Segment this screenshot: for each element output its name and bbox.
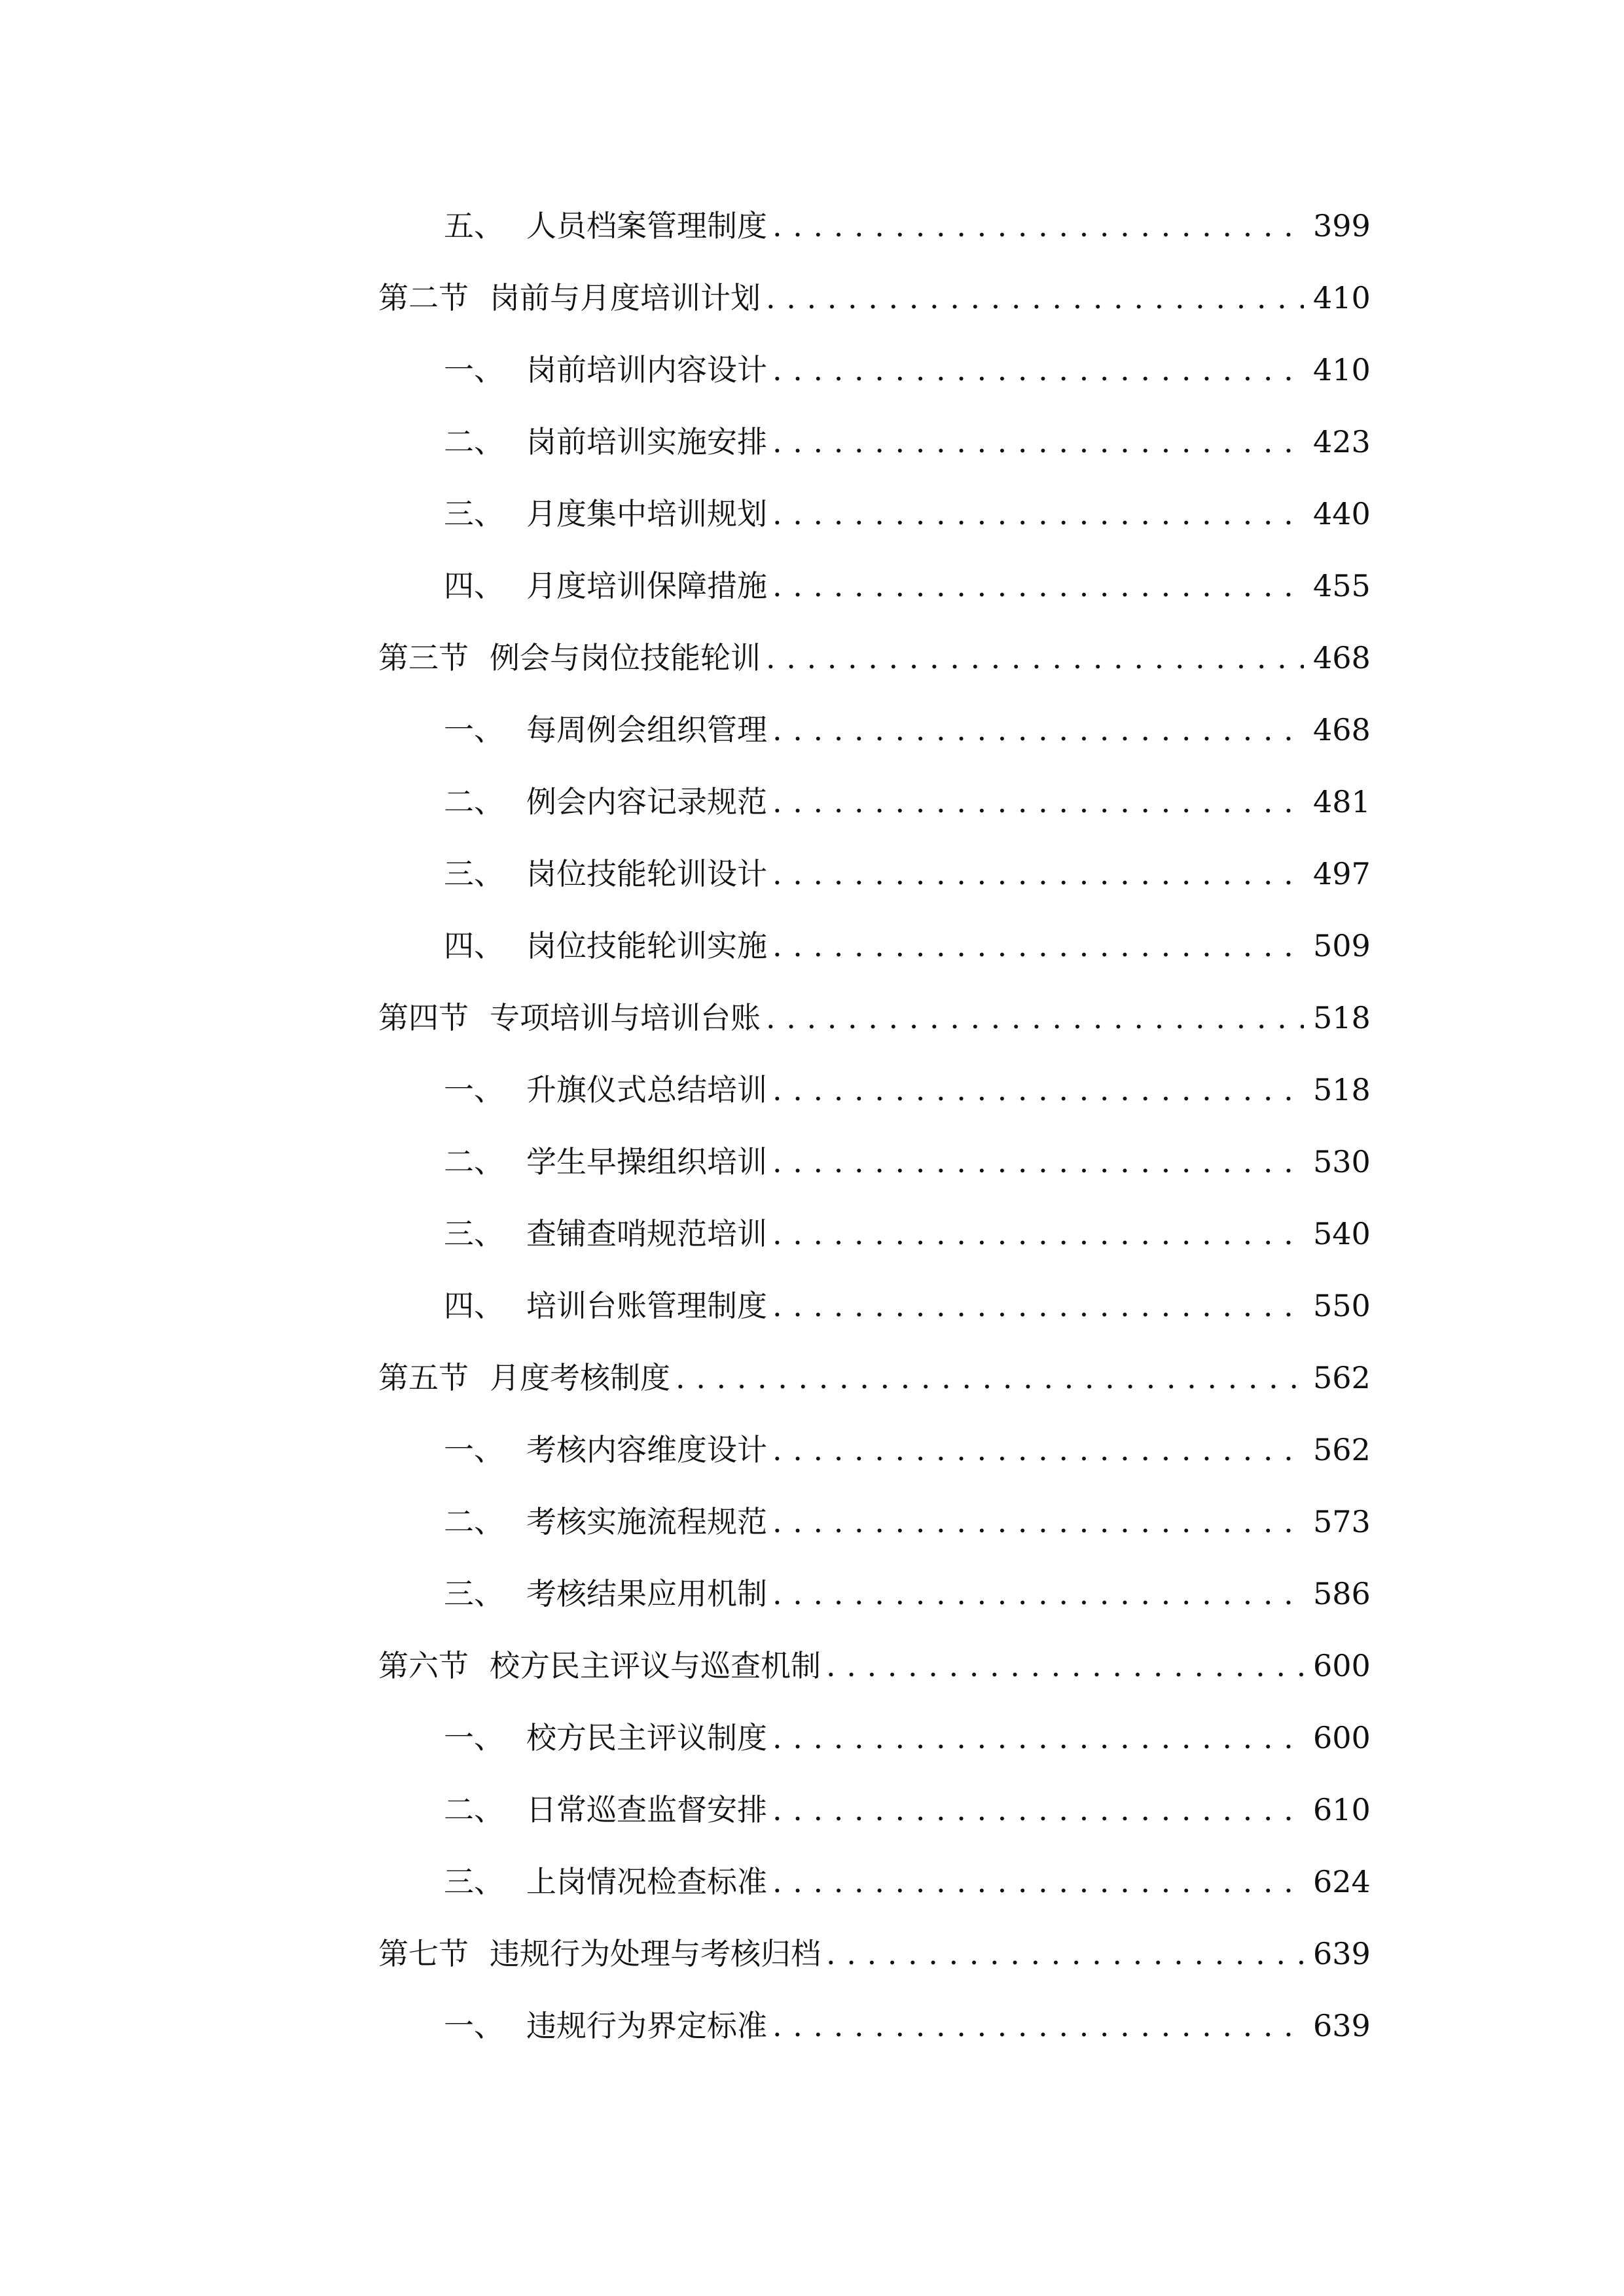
- toc-entry-title: 升旗仪式总结培训: [526, 1072, 767, 1107]
- toc-dot-leader: [826, 1651, 1304, 1681]
- toc-section-entry[interactable]: [378, 1918, 1371, 1990]
- toc-subsection-entry[interactable]: [378, 694, 1371, 766]
- toc-entry-title: 查铺查哨规范培训: [526, 1216, 767, 1251]
- toc-entry-title: 人员档案管理制度: [526, 208, 767, 243]
- toc-dot-leader: [772, 211, 1304, 241]
- toc-entry-page-number: 550: [1313, 1288, 1371, 1323]
- toc-dot-leader: [772, 499, 1304, 529]
- toc-dot-leader: [772, 931, 1304, 961]
- toc-entry-title: 日常巡查监督安排: [526, 1792, 767, 1827]
- toc-entry-title: 岗前培训内容设计: [526, 352, 767, 387]
- toc-dot-leader: [772, 571, 1304, 601]
- toc-subsection-entry[interactable]: [378, 406, 1371, 478]
- toc-entry-title: 上岗情况检查标准: [526, 1864, 767, 1899]
- toc-entry-page-number: 600: [1313, 1720, 1371, 1755]
- toc-entry-number: 四、: [444, 568, 504, 603]
- toc-subsection-entry[interactable]: [378, 1486, 1371, 1558]
- toc-entry-title: 培训台账管理制度: [526, 1288, 767, 1323]
- toc-entry-page-number: 600: [1313, 1648, 1371, 1683]
- toc-subsection-entry[interactable]: [378, 1774, 1371, 1846]
- toc-entry-title: 违规行为处理与考核归档: [490, 1936, 821, 1971]
- toc-entry-title: 例会与岗位技能轮训: [490, 640, 761, 675]
- toc-entry-title: 岗前与月度培训计划: [490, 280, 761, 315]
- toc-dot-leader: [772, 1507, 1304, 1537]
- toc-entry-page-number: 518: [1313, 1072, 1371, 1107]
- toc-entry-title: 岗位技能轮训设计: [526, 856, 767, 891]
- toc-entry-number: 一、: [444, 1432, 504, 1467]
- toc-entry-page-number: 573: [1313, 1504, 1371, 1539]
- toc-entry-page-number: 639: [1313, 1936, 1371, 1971]
- toc-entry-page-number: 586: [1313, 1576, 1371, 1611]
- toc-entry-page-number: 423: [1313, 424, 1371, 459]
- toc-entry-page-number: 518: [1313, 1000, 1371, 1035]
- toc-entry-number: 一、: [444, 2008, 504, 2043]
- toc-entry-page-number: 468: [1313, 640, 1371, 675]
- toc-entry-number: 四、: [444, 1288, 504, 1323]
- toc-subsection-entry[interactable]: [378, 1054, 1371, 1126]
- toc-dot-leader: [772, 787, 1304, 817]
- toc-subsection-entry[interactable]: [378, 910, 1371, 982]
- toc-entry-page-number: 562: [1313, 1432, 1371, 1467]
- toc-subsection-entry[interactable]: [378, 1846, 1371, 1918]
- toc-entry-number: 三、: [444, 496, 504, 531]
- toc-dot-leader: [772, 859, 1304, 889]
- toc-entry-title: 考核实施流程规范: [526, 1504, 767, 1539]
- toc-entry-number: 二、: [444, 784, 504, 819]
- toc-entry-number: 一、: [444, 712, 504, 747]
- toc-entry-number: 一、: [444, 1072, 504, 1107]
- toc-subsection-entry[interactable]: [378, 1126, 1371, 1198]
- toc-subsection-entry[interactable]: [378, 478, 1371, 550]
- toc-entry-page-number: 530: [1313, 1144, 1371, 1179]
- toc-entry-title: 月度培训保障措施: [526, 568, 767, 603]
- toc-dot-leader: [772, 1147, 1304, 1177]
- toc-dot-leader: [826, 1939, 1304, 1969]
- toc-entry-title: 考核结果应用机制: [526, 1576, 767, 1611]
- toc-entry-title: 校方民主评议与巡查机制: [490, 1648, 821, 1683]
- toc-entry-number: 第二节: [378, 280, 469, 315]
- toc-entry-number: 一、: [444, 1720, 504, 1755]
- toc-entry-page-number: 610: [1313, 1792, 1371, 1827]
- toc-entry-page-number: 639: [1313, 2008, 1371, 2043]
- toc-dot-leader: [772, 355, 1304, 385]
- toc-entry-page-number: 481: [1313, 784, 1371, 819]
- toc-entry-title: 岗位技能轮训实施: [526, 928, 767, 963]
- toc-subsection-entry[interactable]: [378, 1702, 1371, 1774]
- toc-entry-title: 考核内容维度设计: [526, 1432, 767, 1467]
- toc-entry-number: 五、: [444, 208, 504, 243]
- toc-subsection-entry[interactable]: [378, 1558, 1371, 1630]
- toc-entry-title: 每周例会组织管理: [526, 712, 767, 747]
- toc-section-entry[interactable]: [378, 1630, 1371, 1702]
- toc-section-entry[interactable]: [378, 622, 1371, 694]
- toc-entry-number: 二、: [444, 1504, 504, 1539]
- toc-dot-leader: [772, 715, 1304, 745]
- toc-entry-title: 岗前培训实施安排: [526, 424, 767, 459]
- toc-entry-number: 二、: [444, 1144, 504, 1179]
- toc-entry-title: 例会内容记录规范: [526, 784, 767, 819]
- toc-entry-page-number: 624: [1313, 1864, 1371, 1899]
- toc-entry-title: 月度考核制度: [490, 1360, 670, 1395]
- toc-section-entry[interactable]: [378, 982, 1371, 1054]
- toc-entry-page-number: 399: [1313, 208, 1371, 243]
- toc-entry-page-number: 562: [1313, 1360, 1371, 1395]
- toc-entry-number: 一、: [444, 352, 504, 387]
- toc-subsection-entry[interactable]: [378, 334, 1371, 406]
- toc-subsection-entry[interactable]: [378, 550, 1371, 622]
- toc-entry-number: 第七节: [378, 1936, 469, 1971]
- toc-dot-leader: [772, 1291, 1304, 1321]
- toc-subsection-entry[interactable]: [378, 838, 1371, 910]
- toc-subsection-entry[interactable]: [378, 1198, 1371, 1270]
- toc-entry-number: 三、: [444, 1576, 504, 1611]
- toc-entry-page-number: 497: [1313, 856, 1371, 891]
- toc-dot-leader: [772, 1723, 1304, 1753]
- toc-dot-leader: [766, 643, 1304, 673]
- toc-entry-title: 学生早操组织培训: [526, 1144, 767, 1179]
- toc-entry-page-number: 509: [1313, 928, 1371, 963]
- toc-entry-number: 三、: [444, 1864, 504, 1899]
- toc-subsection-entry[interactable]: [378, 766, 1371, 838]
- toc-entry-number: 三、: [444, 1216, 504, 1251]
- toc-section-entry[interactable]: [378, 1342, 1371, 1414]
- toc-entry-number: 三、: [444, 856, 504, 891]
- table-of-contents: [378, 190, 1371, 2062]
- toc-entry-number: 第六节: [378, 1648, 469, 1683]
- toc-entry-page-number: 468: [1313, 712, 1371, 747]
- toc-entry-title: 专项培训与培训台账: [490, 1000, 761, 1035]
- toc-section-entry[interactable]: [378, 262, 1371, 334]
- toc-dot-leader: [766, 1003, 1304, 1033]
- toc-entry-number: 二、: [444, 424, 504, 459]
- toc-entry-title: 违规行为界定标准: [526, 2008, 767, 2043]
- toc-entry-title: 校方民主评议制度: [526, 1720, 767, 1755]
- toc-dot-leader: [772, 1579, 1304, 1609]
- toc-subsection-entry[interactable]: [378, 190, 1371, 262]
- toc-subsection-entry[interactable]: [378, 1990, 1371, 2062]
- toc-entry-number: 二、: [444, 1792, 504, 1827]
- toc-entry-page-number: 410: [1313, 352, 1371, 387]
- toc-entry-page-number: 440: [1313, 496, 1371, 531]
- toc-dot-leader: [772, 1075, 1304, 1105]
- toc-entry-number: 第五节: [378, 1360, 469, 1395]
- toc-entry-number: 第四节: [378, 1000, 469, 1035]
- toc-dot-leader: [772, 1435, 1304, 1465]
- toc-dot-leader: [772, 2011, 1304, 2041]
- toc-entry-page-number: 455: [1313, 568, 1371, 603]
- toc-dot-leader: [772, 427, 1304, 457]
- toc-entry-number: 四、: [444, 928, 504, 963]
- toc-subsection-entry[interactable]: [378, 1270, 1371, 1342]
- toc-dot-leader: [766, 283, 1304, 313]
- toc-entry-page-number: 410: [1313, 280, 1371, 315]
- toc-dot-leader: [772, 1219, 1304, 1249]
- toc-subsection-entry[interactable]: [378, 1414, 1371, 1486]
- toc-entry-title: 月度集中培训规划: [526, 496, 767, 531]
- toc-dot-leader: [676, 1363, 1304, 1393]
- toc-dot-leader: [772, 1795, 1304, 1825]
- toc-dot-leader: [772, 1867, 1304, 1897]
- toc-entry-number: 第三节: [378, 640, 469, 675]
- toc-entry-page-number: 540: [1313, 1216, 1371, 1251]
